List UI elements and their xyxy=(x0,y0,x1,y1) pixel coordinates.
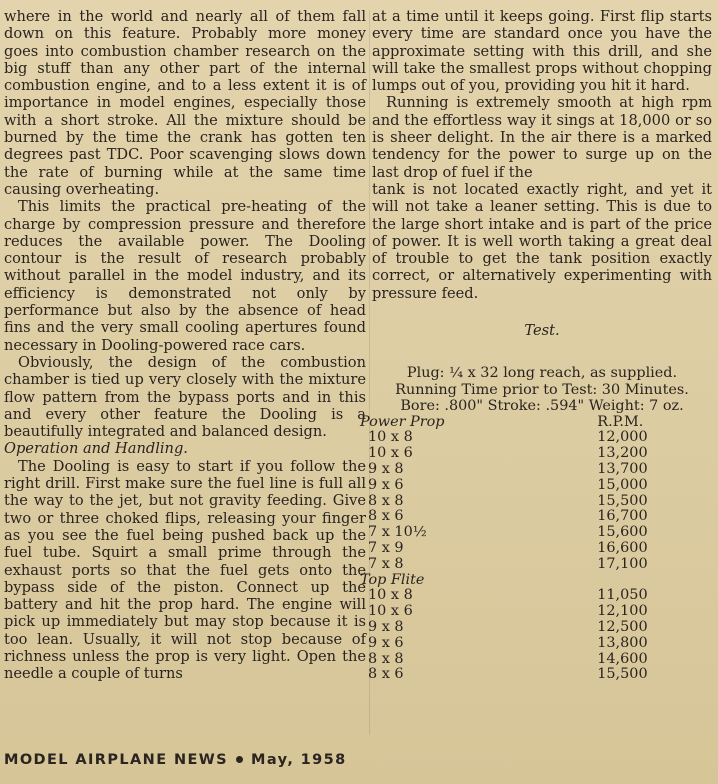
prop-size: 9 x 8 xyxy=(368,618,404,635)
table-row xyxy=(360,557,712,573)
table-row xyxy=(360,636,712,652)
paragraph: tank is not located exactly right, and yet it will not take a leaner setting. This is due to the large short intake and is part of the price of power. It is well worth taking a great deal of trouble to get the tank position exactly correct, or alternatively experimenting with pressure feed. xyxy=(372,180,712,302)
rpm-value: 16,700 xyxy=(597,508,648,525)
rpm-value: 17,100 xyxy=(597,555,648,572)
rpm-value: 15,500 xyxy=(597,492,648,509)
prop-size: 9 x 8 xyxy=(368,460,404,477)
paragraph: Obviously, the design of the combustion chamber is tied up very closely with the mixture flow pattern from the bypass ports and in this and every other feature the Dooling is a beautifully integrated and balanced design. xyxy=(4,353,366,441)
table-row xyxy=(360,604,712,620)
rpm-value: 12,500 xyxy=(597,618,648,635)
table-row xyxy=(360,478,712,494)
table-row xyxy=(360,667,712,683)
rpm-value: 16,600 xyxy=(597,539,648,556)
prop-size: 10 x 6 xyxy=(368,445,413,462)
running-time-spec: Running Time prior to Test: 30 Minutes. xyxy=(395,381,689,398)
table-row xyxy=(360,652,712,668)
paragraph: This limits the practical pre-heating of the charge by compression pressure and therefore reduces the available power. The Dooling contour is the result of research probably without parallel in the model industry, and its efficiency is demonstrated not only by performance but also by the absence of head fins and the very small cooling apertures found necessary in Dooling-powered race cars. xyxy=(4,198,366,354)
paragraph: Running is extremely smooth at high rpm and the effortless way it sings at 18,000 or so is sheer delight. In the air there is a marked tendency for the power to surge up on the last drop of fuel if the xyxy=(372,94,712,181)
table-row xyxy=(360,588,712,604)
prop-size: 8 x 8 xyxy=(368,650,404,667)
table-row xyxy=(360,525,712,541)
column-header-rpm: R.P.M. xyxy=(597,413,644,430)
magazine-name: MODEL AIRPLANE NEWS xyxy=(4,752,229,768)
test-heading: Test. xyxy=(524,322,560,340)
issue-date: May, 1958 xyxy=(251,752,347,768)
table-subheader-row xyxy=(360,573,712,589)
rpm-value: 15,000 xyxy=(597,476,648,493)
table-row xyxy=(360,494,712,510)
prop-size: 10 x 6 xyxy=(368,603,413,620)
test-specs xyxy=(372,365,712,414)
prop-size: 7 x 8 xyxy=(368,555,404,572)
prop-size: 8 x 8 xyxy=(368,492,404,509)
section-heading: Operation and Handling. xyxy=(4,440,188,458)
table-row xyxy=(360,462,712,478)
rpm-value: 12,100 xyxy=(597,603,648,620)
table-row xyxy=(360,620,712,636)
column-header-prop: Power Prop xyxy=(360,413,445,430)
rpm-value: 15,600 xyxy=(597,524,648,541)
rpm-value: 13,700 xyxy=(597,460,648,477)
prop-size: 9 x 6 xyxy=(368,476,404,493)
rpm-value: 14,600 xyxy=(597,650,648,667)
prop-size: 10 x 8 xyxy=(368,429,413,446)
prop-size: 8 x 6 xyxy=(368,508,404,525)
rpm-value: 15,500 xyxy=(597,666,648,683)
table-row xyxy=(360,446,712,462)
left-column xyxy=(4,8,366,683)
top-flite-label: Top Flite xyxy=(360,571,425,588)
rpm-value: 11,050 xyxy=(597,587,648,604)
paragraph: at a time until it keeps going. First flip starts every time are standard once you have the approximate setting with this drill, and she will take the smallest props without chopping lumps out of you, providing you hit it hard. xyxy=(372,8,712,95)
rpm-value: 13,800 xyxy=(597,634,648,651)
rpm-value: 12,000 xyxy=(597,429,648,446)
prop-size: 7 x 10½ xyxy=(368,524,427,541)
prop-size: 9 x 6 xyxy=(368,634,404,651)
rpm-value: 13,200 xyxy=(597,445,648,462)
paragraph: where in the world and nearly all of them fall down on this feature. Probably more money goes into combustion chamber research on the big stuff than any other part of the internal combustion engine, and to a less extent it is of importance in model engines, especially those with a short stroke. All the mixture should be burned by the time the crank has gotten ten degrees past TDC. Poor scavenging slows down the rate of burning while at the same time causing overheating. xyxy=(4,8,366,198)
page-footer xyxy=(4,752,424,768)
table-row xyxy=(360,509,712,525)
table-row xyxy=(360,541,712,557)
right-column xyxy=(360,8,712,683)
bore-stroke-spec: Bore: .800" Stroke: .594" Weight: 7 oz. xyxy=(400,398,684,415)
prop-size: 8 x 6 xyxy=(368,666,404,683)
table-row xyxy=(360,430,712,446)
prop-size: 7 x 9 xyxy=(368,539,404,556)
bullet-icon xyxy=(236,756,243,763)
paragraph: The Dooling is easy to start if you follow the right drill. First make sure the fuel line is full all the way to the jet, but not gravity feeding. Give two or three choked flips, releasing your finger as you see the fuel being pushed back up the fuel tube. Squirt a small prime through the exhaust ports so that the fuel gets onto the bypass side of the piston. Connect up the battery and hit the prop hard. The engine will pick up immediately but may stop because it is too lean. Usually, it will not stop because of richness unless the prop is very light. Open the needle a couple of turns xyxy=(4,457,366,683)
rpm-table xyxy=(360,415,712,684)
prop-size: 10 x 8 xyxy=(368,587,413,604)
plug-spec: Plug: ¼ x 32 long reach, as supplied. xyxy=(406,365,678,382)
table-header-row xyxy=(360,415,712,431)
